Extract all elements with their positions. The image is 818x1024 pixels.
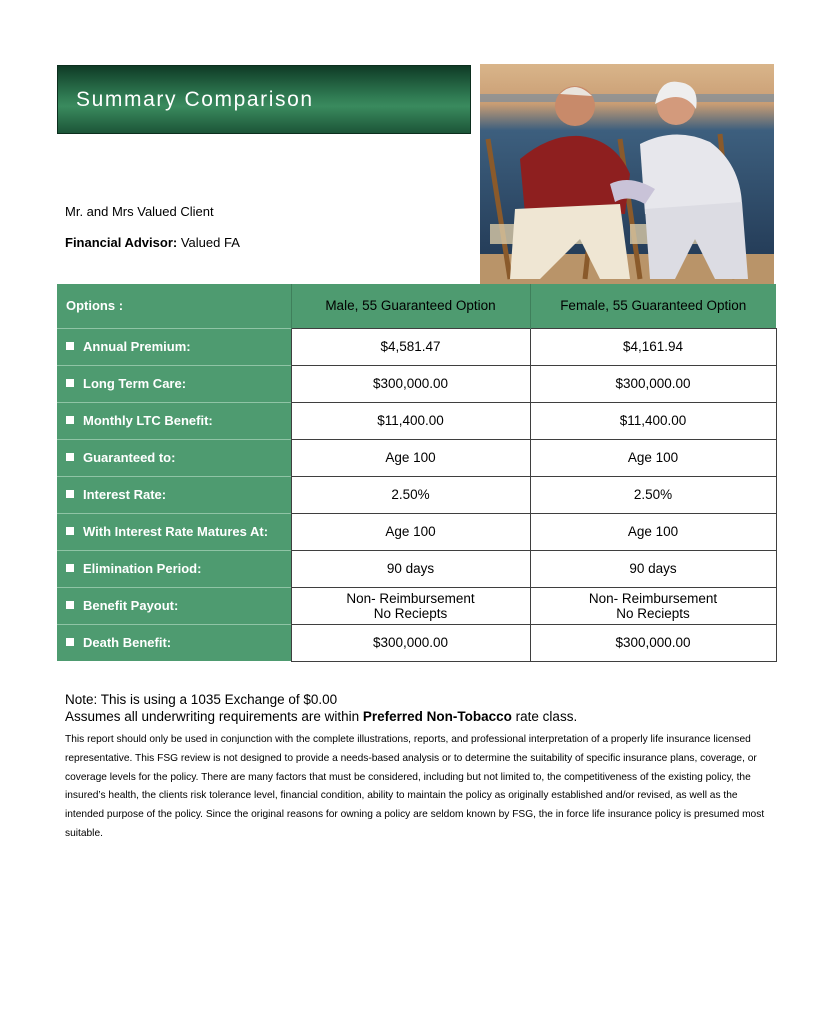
- cell-female: Age 100: [530, 439, 776, 476]
- disclaimer-text: This report should only be used in conjunction with the complete illustrations, reports, and professional interpretation of a properly life insurance licensed representative. This FSG review is not designed to provide a needs-based analysis or to determine the suitability of specific insurance plans, coverage, or coverage levels for the policy. There are many factors that must be considered, including but not limited to, the competitiveness of the existing policy, the insured’s health, the clients risk tolerance level, financial condition, ability to maintain the policy as originally established and/or revised, as well as the intended purpose of the policy. Since the original reasons for owning a policy are seldom known by FSG, the in force life insurance policy is presumed most suitable.: [65, 734, 765, 839]
- payout-line-2: No Reciepts: [373, 605, 448, 621]
- cell-female: $300,000.00: [530, 624, 776, 661]
- row-label: [57, 402, 291, 439]
- couple-photo: [480, 64, 774, 285]
- comparison-table: [57, 284, 777, 662]
- table-row: [57, 402, 776, 439]
- row-label: [57, 624, 291, 661]
- row-label: [57, 587, 291, 624]
- column-header-female: Female, 55 Guaranteed Option: [530, 284, 776, 328]
- header-banner: [57, 65, 471, 134]
- cell-female: $300,000.00: [530, 365, 776, 402]
- square-bullet-icon: [66, 527, 74, 535]
- underwriting-note-post: rate class.: [511, 709, 578, 724]
- row-label-text: Long Term Care:: [83, 376, 187, 391]
- payout-line-1: Non- Reimbursement: [346, 590, 475, 606]
- underwriting-note-pre: Assumes all underwriting requirements are within: [65, 709, 363, 724]
- row-label: [57, 328, 291, 365]
- options-header: Options :: [57, 284, 291, 328]
- row-label-text: With Interest Rate Matures At:: [83, 524, 269, 539]
- exchange-note: Note: This is using a 1035 Exchange of $0.00: [65, 692, 338, 707]
- table-row: [57, 624, 776, 661]
- row-label: [57, 550, 291, 587]
- cell-male: 2.50%: [291, 476, 530, 513]
- table-row: [57, 550, 776, 587]
- square-bullet-icon: [66, 564, 74, 572]
- row-label-text: Annual Premium:: [83, 339, 191, 354]
- cell-male: 90 days: [291, 550, 530, 587]
- advisor-label: Financial Advisor:: [65, 235, 178, 250]
- cell-female: 2.50%: [530, 476, 776, 513]
- cell-male: $300,000.00: [291, 624, 530, 661]
- payout-line-2: No Reciepts: [616, 605, 690, 621]
- payout-line-1: Non- Reimbursement: [588, 590, 718, 606]
- cell-male: $300,000.00: [291, 365, 530, 402]
- cell-female: [530, 587, 776, 624]
- row-label: [57, 513, 291, 550]
- advisor-line: [65, 235, 240, 250]
- underwriting-note: [65, 709, 577, 724]
- table-row: [57, 328, 776, 365]
- row-label-text: Death Benefit:: [83, 635, 172, 651]
- cell-male: Age 100: [291, 513, 530, 550]
- page-title: Summary Comparison: [76, 88, 314, 111]
- rate-class: Preferred Non-Tobacco: [362, 709, 512, 724]
- square-bullet-icon: [66, 601, 74, 609]
- square-bullet-icon: [66, 490, 74, 498]
- cell-female: $4,161.94: [530, 328, 776, 365]
- table-row: [57, 476, 776, 513]
- row-label: [57, 365, 291, 402]
- cell-female: Age 100: [530, 513, 776, 550]
- cell-male: $11,400.00: [291, 402, 530, 439]
- table-row: [57, 365, 776, 402]
- column-header-male: Male, 55 Guaranteed Option: [291, 284, 530, 328]
- row-label-text: Benefit Payout:: [83, 598, 179, 613]
- square-bullet-icon: [66, 638, 74, 646]
- square-bullet-icon: [66, 379, 74, 387]
- square-bullet-icon: [66, 453, 74, 461]
- table-row: [57, 587, 776, 624]
- client-name: Mr. and Mrs Valued Client: [65, 204, 214, 219]
- cell-female: 90 days: [530, 550, 776, 587]
- cell-female: $11,400.00: [530, 402, 776, 439]
- table-row: [57, 439, 776, 476]
- row-label: [57, 476, 291, 513]
- cell-male: [291, 587, 530, 624]
- table-header-row: [57, 284, 776, 328]
- cell-male: Age 100: [291, 439, 530, 476]
- cell-male: $4,581.47: [291, 328, 530, 365]
- square-bullet-icon: [66, 416, 74, 424]
- row-label-text: Guaranteed to:: [83, 450, 176, 465]
- table-row: [57, 513, 776, 550]
- advisor-name: Valued FA: [180, 235, 240, 250]
- row-label: [57, 439, 291, 476]
- square-bullet-icon: [66, 342, 74, 350]
- row-label-text: Monthly LTC Benefit:: [83, 413, 213, 428]
- row-label-text: Interest Rate:: [83, 487, 167, 502]
- row-label-text: Elimination Period:: [83, 561, 202, 576]
